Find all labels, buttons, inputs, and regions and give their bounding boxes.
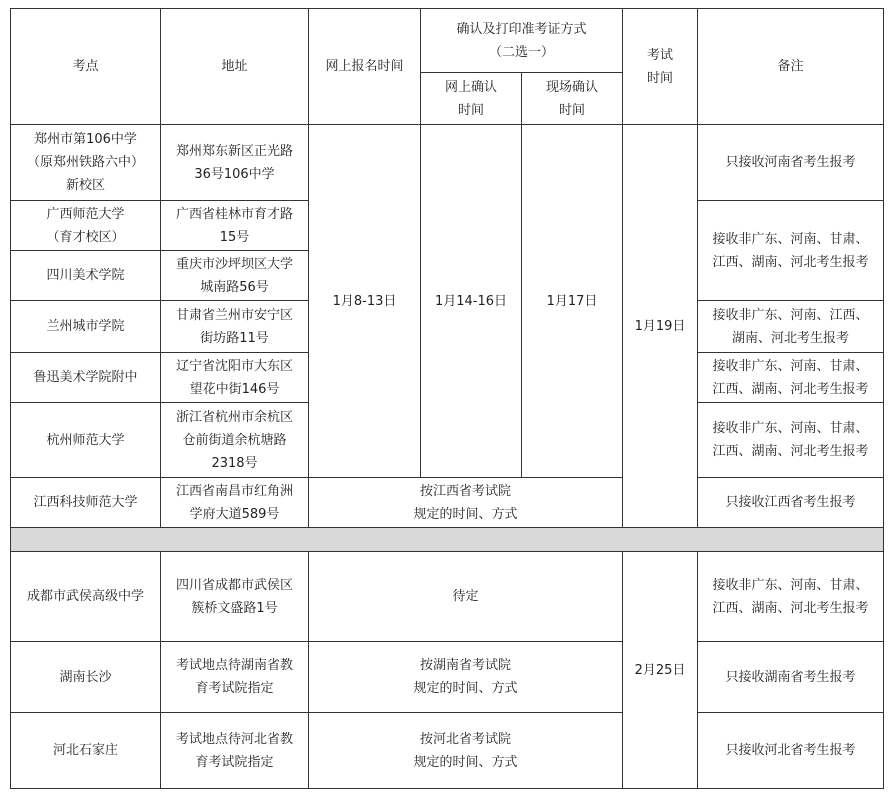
venue-cell: 湖南长沙: [11, 642, 161, 713]
table-row: [11, 713, 884, 789]
header-exam-time: 考试 时间: [623, 9, 698, 125]
note-cell: 只接收江西省考生报考: [698, 478, 884, 528]
separator-row: [11, 528, 884, 552]
header-notes: 备注: [698, 9, 884, 125]
header-row: [11, 9, 884, 73]
schedule-cell: 按湖南省考试院 规定的时间、方式: [309, 642, 623, 713]
exam-date-cell: 2月25日: [623, 552, 698, 789]
table-row: [11, 642, 884, 713]
online-registration-cell: 1月8-13日: [309, 125, 421, 478]
exam-venue-table: [10, 8, 884, 789]
venue-cell: 成都市武侯高级中学: [11, 552, 161, 642]
address-cell: 甘肃省兰州市安宁区 街坊路11号: [161, 301, 309, 353]
note-cell: 只接收河南省考生报考: [698, 125, 884, 201]
table-row: [11, 478, 884, 528]
address-cell: 浙江省杭州市余杭区 仓前街道余杭塘路 2318号: [161, 403, 309, 478]
note-cell: 接收非广东、河南、甘肃、 江西、湖南、河北考生报考: [698, 353, 884, 403]
address-cell: 江西省南昌市红角洲 学府大道589号: [161, 478, 309, 528]
venue-cell: 兰州城市学院: [11, 301, 161, 353]
exam-date-cell: 1月19日: [623, 125, 698, 528]
address-cell: 郑州郑东新区正光路 36号106中学: [161, 125, 309, 201]
schedule-cell: 按河北省考试院 规定的时间、方式: [309, 713, 623, 789]
address-cell: 考试地点待河北省教 育考试院指定: [161, 713, 309, 789]
address-cell: 重庆市沙坪坝区大学 城南路56号: [161, 251, 309, 301]
online-confirm-cell: 1月14-16日: [421, 125, 522, 478]
venue-cell: 广西师范大学 （育才校区）: [11, 201, 161, 251]
header-confirm-group: 确认及打印准考证方式 （二选一）: [421, 9, 623, 73]
note-cell: 只接收河北省考生报考: [698, 713, 884, 789]
venue-cell: 鲁迅美术学院附中: [11, 353, 161, 403]
note-cell: 接收非广东、河南、江西、 湖南、河北考生报考: [698, 301, 884, 353]
address-cell: 辽宁省沈阳市大东区 望花中街146号: [161, 353, 309, 403]
schedule-cell: 待定: [309, 552, 623, 642]
header-online-confirm: 网上确认 时间: [421, 73, 522, 125]
header-onsite-confirm: 现场确认 时间: [522, 73, 623, 125]
onsite-confirm-cell: 1月17日: [522, 125, 623, 478]
venue-cell: 杭州师范大学: [11, 403, 161, 478]
header-address: 地址: [161, 9, 309, 125]
venue-cell: 河北石家庄: [11, 713, 161, 789]
note-cell: 只接收湖南省考生报考: [698, 642, 884, 713]
table-row: [11, 552, 884, 642]
table-row: [11, 125, 884, 201]
schedule-cell: 按江西省考试院 规定的时间、方式: [309, 478, 623, 528]
header-venue: 考点: [11, 9, 161, 125]
address-cell: 四川省成都市武侯区 簇桥文盛路1号: [161, 552, 309, 642]
venue-cell: 四川美术学院: [11, 251, 161, 301]
address-cell: 考试地点待湖南省教 育考试院指定: [161, 642, 309, 713]
venue-cell: 江西科技师范大学: [11, 478, 161, 528]
note-cell: 接收非广东、河南、甘肃、 江西、湖南、河北考生报考: [698, 552, 884, 642]
header-online-registration: 网上报名时间: [309, 9, 421, 125]
note-cell: 接收非广东、河南、甘肃、 江西、湖南、河北考生报考: [698, 403, 884, 478]
note-cell: 接收非广东、河南、甘肃、 江西、湖南、河北考生报考: [698, 201, 884, 301]
separator-band: [11, 528, 884, 552]
address-cell: 广西省桂林市育才路 15号: [161, 201, 309, 251]
venue-cell: 郑州市第106中学 （原郑州铁路六中） 新校区: [11, 125, 161, 201]
